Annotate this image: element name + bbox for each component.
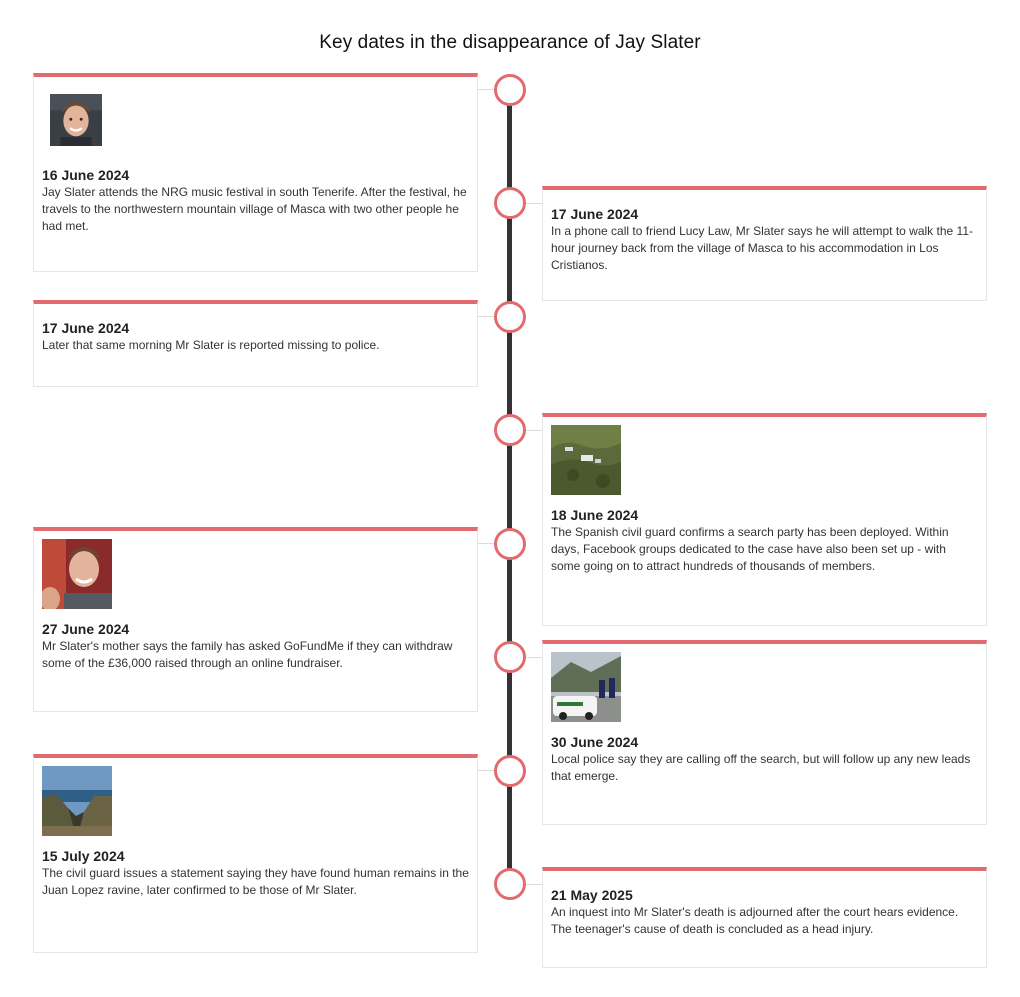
event-description: The civil guard issues a statement saying they have found human remains in the Juan Lopez ravine, later confirmed to be those of Mr Slater.	[42, 866, 469, 897]
node-connector	[526, 657, 542, 658]
node-connector	[478, 316, 494, 317]
timeline-node	[494, 868, 526, 900]
node-connector	[478, 543, 494, 544]
timeline-node	[494, 528, 526, 560]
event-date: 17 June 2024	[551, 206, 639, 222]
page-title: Key dates in the disappearance of Jay Slater	[319, 32, 701, 53]
event-description: Local police say they are calling off the search, but will follow up any new leads that emerge.	[551, 752, 971, 783]
node-connector	[526, 203, 542, 204]
event-date: 21 May 2025	[551, 887, 633, 903]
event-description: Mr Slater's mother says the family has asked GoFundMe if they can withdraw some of the £36,000 raised through an online fundraiser.	[42, 639, 453, 670]
event-date: 15 July 2024	[42, 848, 125, 864]
timeline-card	[542, 186, 987, 301]
event-date: 16 June 2024	[42, 167, 130, 183]
jay-slater-selfie-photo	[42, 539, 112, 609]
timeline-node	[494, 74, 526, 106]
timeline-card	[33, 73, 478, 272]
event-description: An inquest into Mr Slater's death is adjourned after the court hears evidence. The teenager's cause of death is concluded as a head injury.	[551, 905, 959, 936]
event-date: 17 June 2024	[42, 320, 130, 336]
event-description: Later that same morning Mr Slater is reported missing to police.	[42, 338, 380, 352]
timeline-card	[542, 413, 987, 626]
timeline-card	[542, 867, 987, 968]
timeline-card	[542, 640, 987, 825]
timeline-card	[33, 300, 478, 387]
node-connector	[478, 770, 494, 771]
timeline-node	[494, 414, 526, 446]
jay-slater-portrait-photo	[50, 85, 102, 155]
timeline-node	[494, 301, 526, 333]
event-description: The Spanish civil guard confirms a search party has been deployed. Within days, Facebook groups dedicated to the case have also been set up - with some going on to attract hundreds of thousands of members.	[551, 525, 949, 573]
event-date: 18 June 2024	[551, 507, 639, 523]
police-cars-photo	[551, 652, 621, 722]
timeline-node	[494, 755, 526, 787]
event-description: Jay Slater attends the NRG music festival in south Tenerife. After the festival, he travels to the northwestern mountain village of Masca with two other people he had met.	[42, 185, 467, 233]
mountain-search-photo	[551, 425, 621, 495]
timeline-node	[494, 641, 526, 673]
timeline-node	[494, 187, 526, 219]
node-connector	[526, 884, 542, 885]
ravine-photo	[42, 766, 112, 836]
node-connector	[526, 430, 542, 431]
timeline-card	[33, 527, 478, 712]
event-date: 27 June 2024	[42, 621, 130, 637]
event-description: In a phone call to friend Lucy Law, Mr Slater says he will attempt to walk the 11-hour journey back from the village of Masca to his accommodation in Los Cristianos.	[551, 224, 973, 272]
event-date: 30 June 2024	[551, 734, 639, 750]
node-connector	[478, 89, 494, 90]
timeline-card	[33, 754, 478, 953]
